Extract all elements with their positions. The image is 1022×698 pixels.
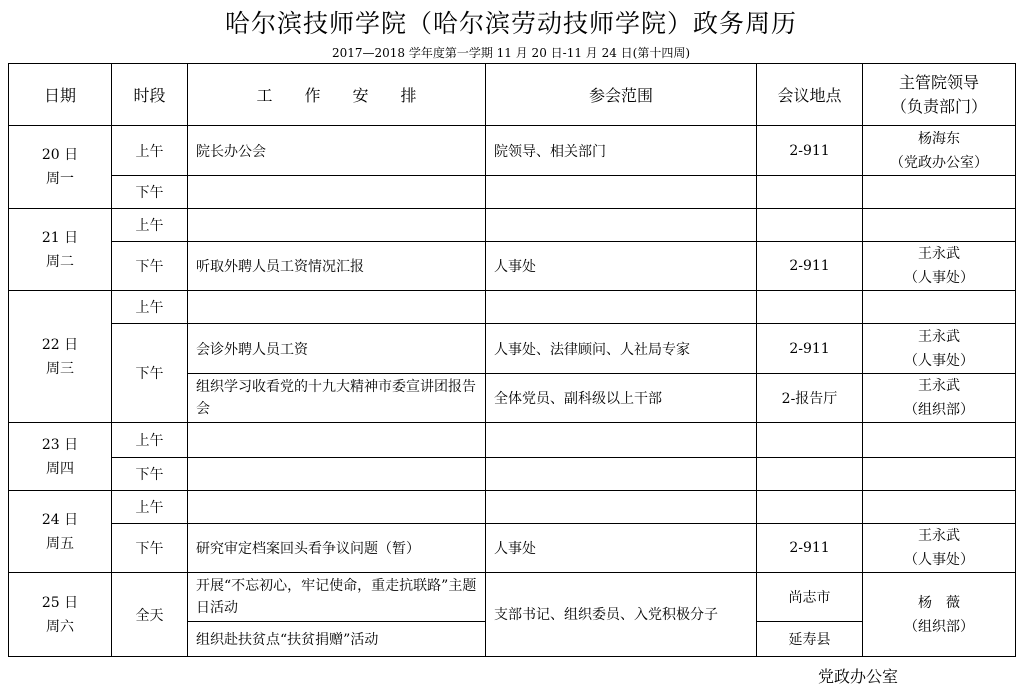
leader-cell bbox=[863, 423, 1016, 458]
scope-cell bbox=[486, 291, 757, 324]
period-cell: 下午 bbox=[112, 176, 188, 209]
location-cell bbox=[757, 458, 863, 491]
table-row bbox=[9, 423, 1016, 458]
leader-name: 王永武 bbox=[918, 246, 960, 262]
footer-issuer: 党政办公室 bbox=[818, 667, 899, 686]
leader-cell bbox=[863, 209, 1016, 242]
day-date: 20 日 bbox=[41, 147, 79, 163]
location-cell bbox=[757, 491, 863, 524]
location-cell: 2-911 bbox=[757, 524, 863, 573]
location-cell: 尚志市 bbox=[757, 573, 863, 622]
day-cell bbox=[9, 291, 112, 423]
scope-cell bbox=[486, 176, 757, 209]
work-cell bbox=[188, 491, 486, 524]
leader-name: 杨海东 bbox=[918, 130, 960, 147]
day-cell bbox=[9, 126, 112, 209]
table-row bbox=[9, 458, 1016, 491]
page-subtitle: 2017—2018 学年度第一学期 11 月 20 日-11 月 24 日(第十四周) bbox=[331, 46, 691, 60]
period-cell: 上午 bbox=[112, 491, 188, 524]
scope-cell bbox=[486, 491, 757, 524]
day-weekday: 周四 bbox=[46, 460, 74, 477]
period-cell: 下午 bbox=[112, 524, 188, 573]
work-cell: 院长办公会 bbox=[188, 126, 486, 176]
work-cell bbox=[188, 176, 486, 209]
leader-cell bbox=[863, 458, 1016, 491]
scope-cell: 支部书记、组织委员、入党积极分子 bbox=[486, 573, 757, 657]
day-date: 21 日 bbox=[41, 229, 79, 246]
day-date: 24 日 bbox=[41, 511, 79, 528]
scope-cell bbox=[486, 458, 757, 491]
table-row bbox=[9, 573, 1016, 622]
period-cell: 上午 bbox=[112, 423, 188, 458]
scope-cell: 人事处 bbox=[486, 242, 757, 291]
leader-dept: （党政办公室） bbox=[890, 154, 988, 171]
location-cell bbox=[757, 209, 863, 242]
period-cell: 上午 bbox=[112, 291, 188, 324]
leader-cell bbox=[863, 573, 1016, 657]
header-date: 日期 bbox=[9, 64, 112, 126]
day-weekday: 周三 bbox=[46, 360, 74, 377]
table-row bbox=[9, 524, 1016, 573]
table-row bbox=[9, 324, 1016, 374]
work-cell: 会诊外聘人员工资 bbox=[188, 324, 486, 374]
leader-name: 王永武 bbox=[918, 528, 960, 544]
scope-cell: 人事处、法律顾问、人社局专家 bbox=[486, 324, 757, 374]
period-cell: 上午 bbox=[112, 209, 188, 242]
day-weekday: 周五 bbox=[46, 535, 74, 552]
work-cell: 研究审定档案回头看争议问题（暂） bbox=[188, 524, 486, 573]
header-period: 时段 bbox=[112, 64, 188, 126]
location-cell: 2-911 bbox=[757, 324, 863, 374]
day-weekday: 周一 bbox=[46, 171, 74, 187]
leader-name: 王永武 bbox=[918, 328, 960, 345]
schedule-table bbox=[8, 63, 1016, 657]
period-cell: 上午 bbox=[112, 126, 188, 176]
table-row bbox=[9, 176, 1016, 209]
table-row bbox=[9, 126, 1016, 176]
day-cell bbox=[9, 209, 112, 291]
table-row bbox=[9, 291, 1016, 324]
period-cell: 下午 bbox=[112, 324, 188, 423]
work-cell: 组织赴扶贫点“扶贫捐赠”活动 bbox=[188, 622, 486, 657]
header-scope: 参会范围 bbox=[486, 64, 757, 126]
location-cell bbox=[757, 291, 863, 324]
table-row bbox=[9, 491, 1016, 524]
location-cell: 2-报告厅 bbox=[757, 374, 863, 423]
period-cell: 下午 bbox=[112, 458, 188, 491]
leader-name: 王永武 bbox=[918, 378, 960, 394]
day-date: 25 日 bbox=[41, 594, 79, 611]
leader-cell bbox=[863, 176, 1016, 209]
scope-cell: 院领导、相关部门 bbox=[486, 126, 757, 176]
day-weekday: 周六 bbox=[46, 618, 74, 635]
period-cell: 全天 bbox=[112, 573, 188, 657]
location-cell: 延寿县 bbox=[757, 622, 863, 657]
header-location: 会议地点 bbox=[757, 64, 863, 126]
scope-cell bbox=[486, 423, 757, 458]
leader-name: 杨 薇 bbox=[918, 594, 960, 611]
day-cell bbox=[9, 491, 112, 573]
leader-cell bbox=[863, 524, 1016, 573]
header-leader-title: 主管院领导 bbox=[898, 72, 979, 92]
leader-cell bbox=[863, 126, 1016, 176]
table-row bbox=[9, 242, 1016, 291]
work-cell bbox=[188, 291, 486, 324]
location-cell bbox=[757, 176, 863, 209]
leader-dept: （人事处） bbox=[904, 270, 974, 286]
scope-cell: 全体党员、副科级以上干部 bbox=[486, 374, 757, 423]
leader-cell bbox=[863, 242, 1016, 291]
day-date: 23 日 bbox=[41, 436, 79, 453]
work-cell bbox=[188, 458, 486, 491]
work-cell bbox=[188, 423, 486, 458]
leader-cell bbox=[863, 374, 1016, 423]
day-cell bbox=[9, 573, 112, 657]
page-title: 哈尔滨技师学院（哈尔滨劳动技师学院）政务周历 bbox=[224, 9, 797, 38]
leader-cell bbox=[863, 491, 1016, 524]
leader-dept: （组织部） bbox=[904, 402, 974, 418]
work-cell: 开展“不忘初心，牢记使命，重走抗联路”主题日活动 bbox=[188, 573, 486, 622]
day-date: 22 日 bbox=[41, 336, 79, 353]
day-cell bbox=[9, 423, 112, 491]
table-row bbox=[9, 209, 1016, 242]
location-cell bbox=[757, 423, 863, 458]
scope-cell: 人事处 bbox=[486, 524, 757, 573]
period-cell: 下午 bbox=[112, 242, 188, 291]
header-row bbox=[9, 64, 1016, 126]
work-cell: 听取外聘人员工资情况汇报 bbox=[188, 242, 486, 291]
leader-cell bbox=[863, 291, 1016, 324]
scope-cell bbox=[486, 209, 757, 242]
work-cell bbox=[188, 209, 486, 242]
header-leader-dept: （负责部门） bbox=[890, 96, 987, 116]
location-cell: 2-911 bbox=[757, 126, 863, 176]
header-leader bbox=[863, 64, 1016, 126]
location-cell: 2-911 bbox=[757, 242, 863, 291]
header-work: 工 作 安 排 bbox=[188, 64, 486, 126]
leader-dept: （组织部） bbox=[904, 618, 974, 635]
leader-dept: （人事处） bbox=[904, 352, 974, 369]
leader-dept: （人事处） bbox=[904, 552, 974, 568]
day-weekday: 周二 bbox=[46, 253, 74, 270]
work-cell: 组织学习收看党的十九大精神市委宣讲团报告会 bbox=[188, 374, 486, 423]
leader-cell bbox=[863, 324, 1016, 374]
